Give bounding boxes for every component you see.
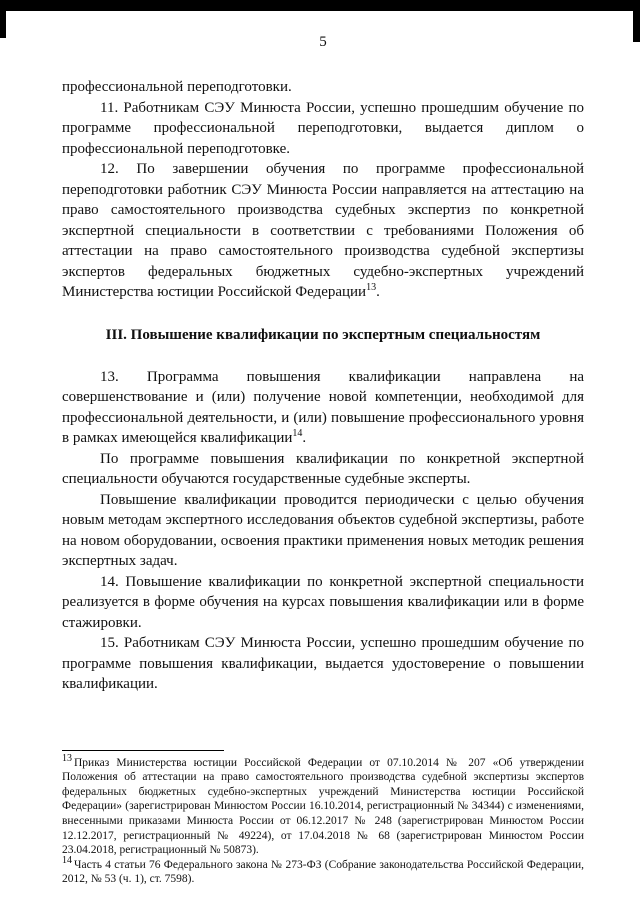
footnote-14	[62, 854, 584, 887]
paragraph-item-12	[62, 159, 584, 303]
paragraph-item-14: 14. Повышение квалификации по конкретной экспертной специальности реализуется в форме обучения на курсах повышения квалификации или в форме стажировки.	[62, 573, 584, 631]
footnote-text: Часть 4 статьи 76 Федерального закона № 273-ФЗ (Собрание законодательства Российской Федерации, 2012, № 53 (ч. 1), ст. 7598).	[62, 858, 584, 886]
scan-artifact-left-edge	[0, 11, 6, 38]
footnote-text: Приказ Министерства юстиции Российской Федерации от 07.10.2014 № 207 «Об утверждении Положения об аттестации на право самостоятельного производства судебной экспертизы экспертов федеральных бюджетных судебно-экспертных учреждений Министерства юстиции Российской Федерации» (зарегистрирован Минюстом России 16.10.2014, регистрационный № 34344) с изменениями, внесенными приказами Минюста России от 06.12.2017 № 248 (зарегистрирован Минюстом России 12.12.2017, регистрационный № 49224), от 17.04.2018 № 68 (зарегистрирован Минюстом России 23.04.2018, регистрационный № 50873).	[62, 756, 584, 857]
paragraph-program: По программе повышения квалификации по конкретной экспертной специальности обучаются государственные судебные эксперты.	[62, 450, 584, 487]
paragraph-item-15: 15. Работникам СЭУ Минюста России, успешно прошедшим обучение по программе повышения квалификации, выдается удостоверение о повышении квалификации.	[62, 635, 584, 692]
footnote-ref-14: 14	[292, 428, 303, 439]
page-number: 5	[319, 34, 327, 50]
scan-artifact-right-edge	[633, 11, 640, 42]
paragraph-tail: .	[302, 430, 307, 446]
footnote-13	[62, 752, 584, 858]
paragraph-text: 13. Программа повышения квалификации направлена на совершенствование и (или) получение новой компетенции, необходимой для профессиональной деятельности, и (или) повышение профессионального уровня в рамках имеющейся квалификации	[62, 368, 584, 446]
footnote-marker: 14	[62, 854, 72, 866]
footnote-marker: 13	[62, 752, 72, 764]
paragraph-continuation: профессиональной переподготовки.	[62, 79, 292, 95]
paragraph-periodic: Повышение квалификации проводится периодически с целью обучения новым методам экспертного исследования объектов судебной экспертизы, работе на новом оборудовании, освоения практики применения новых методик решения экспертных задач.	[62, 491, 584, 569]
paragraph-text: 12. По завершении обучения по программе профессиональной переподготовки работник СЭУ Минюста России направляется на аттестацию на право самостоятельного производства судебных экспертиз по конкретной экспертной специальности в соответствии с требованиями Положения об аттестации на право самостоятельного производства судебной экспертизы экспертов федеральных бюджетных судебно-экспертных учреждений Министерства юстиции Российской Федерации	[62, 161, 584, 300]
scan-artifact-top-bar	[0, 0, 640, 11]
paragraph-item-11: 11. Работникам СЭУ Минюста России, успешно прошедшим обучение по программе профессиональной переподготовки, выдается диплом о профессиональной переподготовке.	[62, 99, 584, 157]
footnote-separator	[62, 750, 224, 751]
section-heading: III. Повышение квалификации по экспертным специальностям	[105, 326, 541, 343]
paragraph-tail: .	[376, 284, 380, 300]
paragraph-item-13	[62, 367, 584, 449]
footnote-ref-13: 13	[366, 282, 377, 293]
footnotes-section	[0, 750, 640, 905]
